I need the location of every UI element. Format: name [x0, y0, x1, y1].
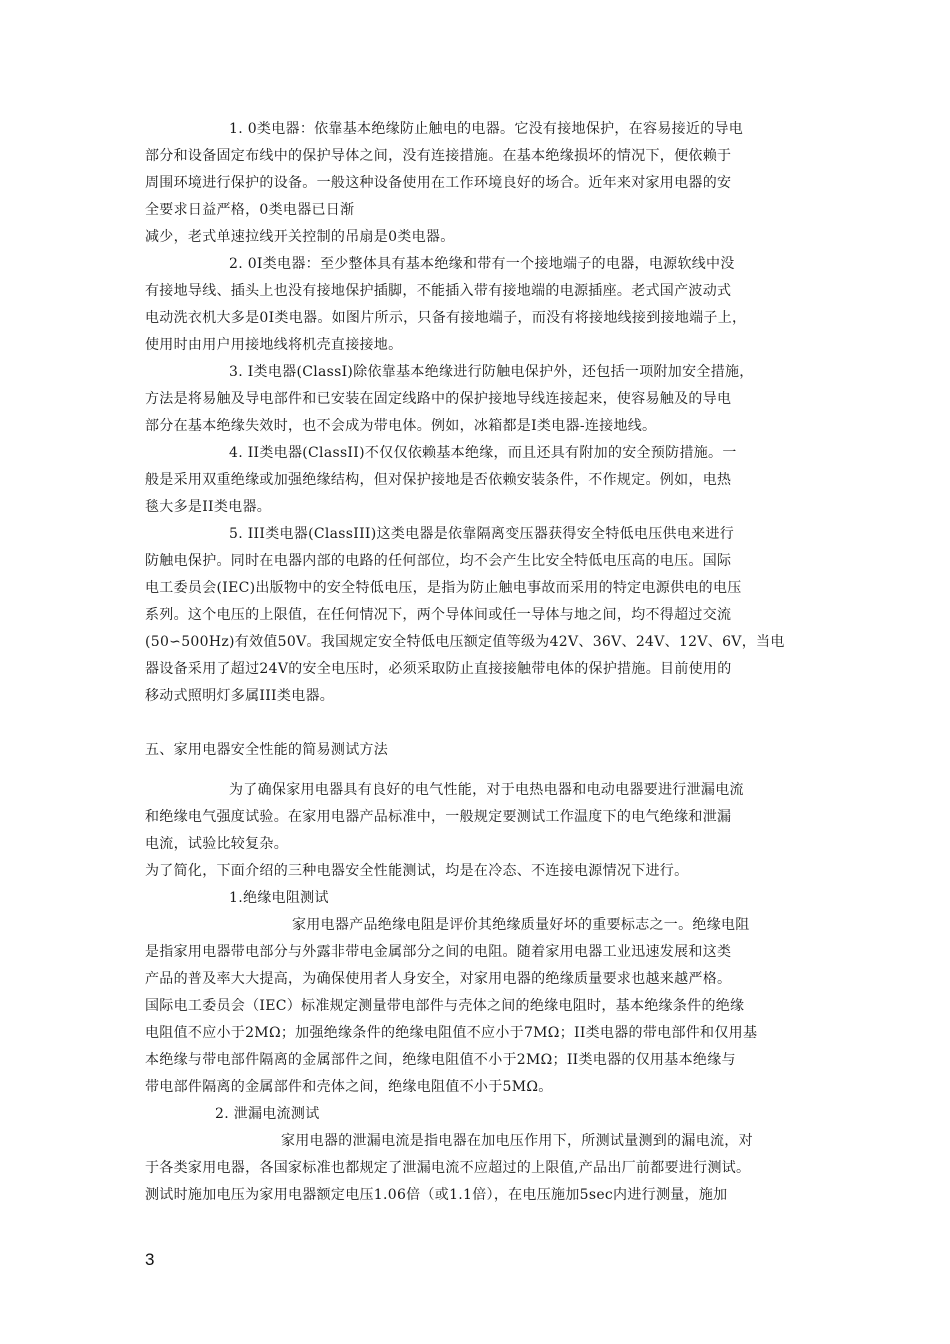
text-line: 3. I类电器(ClassI)除依靠基本绝缘进行防触电保护外，还包括一项附加安全措施， [229, 364, 754, 380]
text-line: 2. 0I类电器：至少整体具有基本绝缘和带有一个接地端子的电器，电源软线中没 [229, 256, 735, 272]
text-line: 电动洗衣机大多是0I类电器。如图片所示，只备有接地端子，而没有将接地线接到接地端子上， [145, 310, 747, 326]
text-line: 是指家用电器带电部分与外露非带电金属部分之间的电阻。随着家用电器工业迅速发展和这类 [145, 944, 732, 960]
subsection-heading: 1.绝缘电阻测试 [229, 890, 329, 906]
text-line: 和绝缘电气强度试验。在家用电器产品标准中，一般规定要测试工作温度下的电气绝缘和泄漏 [145, 809, 732, 825]
text-line: 为了简化，下面介绍的三种电器安全性能测试，均是在冷态、不连接电源情况下进行。 [145, 863, 689, 879]
text-line: 有接地导线、插头上也没有接地保护插脚，不能插入带有接地端的电源插座。老式国产波动式 [145, 283, 732, 299]
page-number: 3 [145, 1250, 155, 1269]
text-line: 家用电器产品绝缘电阻是评价其绝缘质量好坏的重要标志之一。绝缘电阻 [292, 917, 750, 933]
text-line: 家用电器的泄漏电流是指电器在加电压作用下，所测试量测到的漏电流，对 [281, 1133, 753, 1149]
section-heading: 五、家用电器安全性能的简易测试方法 [145, 742, 389, 758]
text-line: 本绝缘与带电部件隔离的金属部件之间，绝缘电阻值不小于2MΩ；II类电器的仅用基本绝缘与 [145, 1052, 736, 1068]
text-line: 部分和设备固定布线中的保护导体之间，没有连接措施。在基本绝缘损坏的情况下，便依赖于 [145, 148, 732, 164]
text-line: 防触电保护。同时在电器内部的电路的任何部位，均不会产生比安全特低电压高的电压。国际 [145, 553, 732, 569]
text-line: 般是采用双重绝缘或加强绝缘结构，但对保护接地是否依赖安装条件，不作规定。例如，电热 [145, 472, 732, 488]
text-line: 产品的普及率大大提高，为确保使用者人身安全，对家用电器的绝缘质量要求也越来越严格。 [145, 971, 732, 987]
text-line: 系列。这个电压的上限值，在任何情况下，两个导体间或任一导体与地之间，均不得超过交流 [145, 607, 732, 623]
text-line: 全要求日益严格，0类电器已日渐 [145, 202, 355, 218]
text-line: 电工委员会(IEC)出版物中的安全特低电压，是指为防止触电事故而采用的特定电源供电的电压 [145, 580, 742, 596]
text-line: (50∽500Hz)有效值50V。我国规定安全特低电压额定值等级为42V、36V、24V、12V、6V，当电 [145, 634, 785, 650]
text-line: 减少，老式单速拉线开关控制的吊扇是0类电器。 [145, 229, 455, 245]
text-line: 带电部件隔离的金属部件和壳体之间，绝缘电阻值不小于5MΩ。 [145, 1079, 553, 1095]
text-line: 移动式照明灯多属III类电器。 [145, 688, 335, 704]
subsection-heading: 2. 泄漏电流测试 [215, 1106, 320, 1122]
text-line: 于各类家用电器，各国家标准也都规定了泄漏电流不应超过的上限值,产品出厂前都要进行测试。 [145, 1160, 751, 1176]
text-line: 电流，试验比较复杂。 [145, 836, 288, 852]
text-line: 毯大多是II类电器。 [145, 499, 272, 515]
text-line: 周围环境进行保护的设备。一般这种设备使用在工作环境良好的场合。近年来对家用电器的安 [145, 175, 732, 191]
text-line: 5. III类电器(ClassIII)这类电器是依靠隔离变压器获得安全特低电压供电来进行 [229, 526, 735, 542]
text-line: 国际电工委员会（IEC）标准规定测量带电部件与壳体之间的绝缘电阻时，基本绝缘条件的绝缘 [145, 998, 745, 1014]
text-line: 使用时由用户用接地线将机壳直接接地。 [145, 337, 403, 353]
text-line: 为了确保家用电器具有良好的电气性能，对于电热电器和电动电器要进行泄漏电流 [229, 782, 744, 798]
text-line: 电阻值不应小于2MΩ；加强绝缘条件的绝缘电阻值不应小于7MΩ；II类电器的带电部件和仅用基 [145, 1025, 758, 1041]
text-line: 方法是将易触及导电部件和已安装在固定线路中的保护接地导线连接起来，使容易触及的导电 [145, 391, 732, 407]
text-line: 1. 0类电器：依靠基本绝缘防止触电的电器。它没有接地保护，在容易接近的导电 [229, 121, 744, 137]
text-line: 4. II类电器(ClassII)不仅仅依赖基本绝缘，而且还具有附加的安全预防措施。一 [229, 445, 737, 461]
text-line: 部分在基本绝缘失效时，也不会成为带电体。例如，冰箱都是I类电器-连接地线。 [145, 418, 657, 434]
text-line: 器设备采用了超过24V的安全电压时，必须采取防止直接接触带电体的保护措施。目前使用的 [145, 661, 732, 677]
text-line: 测试时施加电压为家用电器额定电压1.06倍（或1.1倍），在电压施加5sec内进行测量，施加 [145, 1187, 728, 1203]
